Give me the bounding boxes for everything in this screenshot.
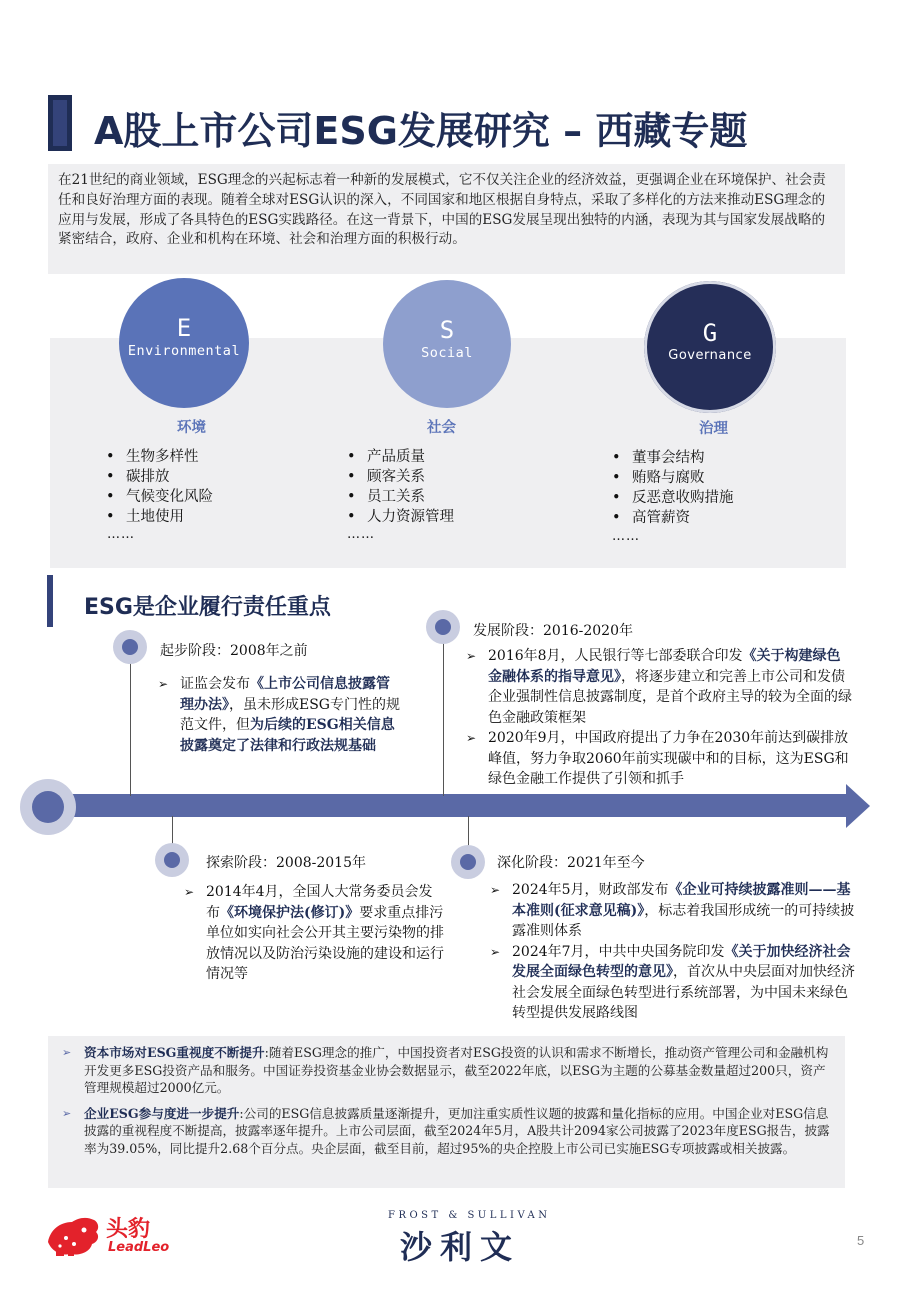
environmental-circle — [119, 278, 249, 408]
governance-circle — [644, 281, 776, 413]
list-item: • 碳排放 — [102, 467, 213, 487]
list-item: • 产品质量 — [343, 447, 454, 467]
list-item: • 顾客关系 — [343, 467, 454, 487]
stage2-label: 发展阶段：2016-2020年 — [473, 623, 633, 639]
environmental-list — [102, 447, 213, 527]
stage3-connector — [172, 816, 173, 846]
list-item: • 反恶意收购措施 — [608, 488, 734, 508]
stage4-text: ➢ 2024年5月，财政部发布《企业可持续披露准则——基本准则(征求意见稿)》，标志着我国形成统一的可持续披露准则体系 ➢ 2024年7月，中共中央国务院印发《关于加快经济社会发展全面绿色转型的意见》，首次从中央层面对加快经济社会发展全面绿色转型进行系统部署，为中国未来绿色转型提供发展路线图 — [490, 882, 855, 1021]
arrow-bullet-icon: ➢ — [466, 649, 477, 663]
environmental-label: 环境 — [177, 419, 206, 436]
arrow-bullet-icon: ➢ — [490, 944, 501, 959]
arrow-bullet-icon: ➢ — [158, 677, 169, 691]
environmental-more: …… — [107, 527, 135, 542]
summary-paragraph: ➢ 资本市场对ESG重视度不断提升:随着ESG理念的推广，中国投资者对ESG投资的认识和需求不断增长，推动资产管理公司和金融机构开发更多ESG投资产品和服务。中国证券投资基金业协会数据显示，截至2022年底，以ESG为主题的公募基金数量超过200只，资产管理规模超过2000亿元。 — [62, 1045, 829, 1096]
social-name: Social — [421, 345, 473, 361]
list-item: • 土地使用 — [102, 507, 213, 527]
social-letter: S — [439, 316, 455, 344]
list-item: • 董事会结构 — [608, 448, 734, 468]
title-accent-bar — [48, 95, 72, 151]
arrow-bullet-icon: ➢ — [62, 1046, 72, 1059]
page-title: A股上市公司ESG发展研究 – 西藏专题 — [94, 109, 748, 153]
arrow-bullet-icon: ➢ — [184, 885, 195, 899]
stage1-text: ➢ 证监会发布《上市公司信息披露管理办法》，虽未形成ESG专门性的规范文件，但为后续的ESG相关信息披露奠定了法律和行政法规基础 — [158, 676, 400, 754]
list-item: • 高管薪资 — [608, 508, 734, 528]
frost-sullivan-cn: 沙利文 — [400, 1228, 521, 1266]
arrow-bullet-icon: ➢ — [62, 1106, 72, 1120]
intro-paragraph: 在21世纪的商业领域，ESG理念的兴起标志着一种新的发展模式，它不仅关注企业的经济效益，更强调企业在环境保护、社会责任和良好治理方面的表现。随着全球对ESG认识的深入，不同国家和地区根据自身特点，采取了多样化的方法来推动ESG理念的应用与发展，形成了各具特色的ESG实践路径。在这一背景下，中国的ESG发展呈现出独特的内涵，表现为其与国家发展战略的紧密结合，政府、企业和机构在环境、社会和治理方面的积极行动。 — [48, 164, 845, 274]
list-item: • 气候变化风险 — [102, 487, 213, 507]
social-more: …… — [347, 527, 375, 542]
social-list — [343, 447, 454, 527]
environmental-letter: E — [176, 314, 192, 342]
timeline-start-dot — [20, 779, 76, 835]
stage3-label: 探索阶段：2008-2015年 — [206, 855, 366, 871]
timeline-arrow-head — [846, 784, 870, 828]
section-title: ESG是企业履行责任重点 — [84, 595, 331, 620]
stage2-text: ➢ 2016年8月，人民银行等七部委联合印发《关于构建绿色金融体系的指导意见》，将逐步建立和完善上市公司和发债企业强制性信息披露制度，是首个政府主导的较为全面的绿色金融政策框架 ➢ 2020年9月，中国政府提出了力争在2030年前达到碳排放峰值，努力争取2060年前实现碳中和的目标，这为ESG和绿色金融工作提供了引领和抓手 — [466, 648, 852, 787]
section-accent-bar — [47, 575, 53, 627]
list-item: • 生物多样性 — [102, 447, 213, 467]
timeline-arrow-bar — [44, 794, 850, 817]
stage4-label: 深化阶段：2021年至今 — [497, 855, 645, 871]
arrow-bullet-icon: ➢ — [490, 883, 501, 897]
governance-label: 治理 — [699, 420, 728, 437]
social-circle — [383, 280, 511, 408]
logo-en-text: LeadLeo — [108, 1240, 170, 1255]
stage3-text: ➢ 2014年4月，全国人大常务委员会发布《环境保护法(修订)》要求重点排污单位如实向社会公开其主要污染物的排放情况以及防治污染设施的建设和运行情况等 — [184, 884, 444, 982]
governance-name: Governance — [668, 348, 752, 363]
governance-list — [608, 448, 734, 528]
logo-cn-text: 头豹 — [106, 1217, 151, 1242]
list-item: • 贿赂与腐败 — [608, 468, 734, 488]
stage1-label: 起步阶段：2008年之前 — [160, 643, 308, 659]
environmental-name: Environmental — [127, 343, 241, 359]
summary-paragraph: ➢ 企业ESG参与度进一步提升:公司的ESG信息披露质量逐渐提升，更加注重实质性议题的披露和量化指标的应用。中国企业对ESG信息披露的重视程度不断提高，披露率逐年提升。上市公司层面，截至2024年5月，A股共计2094家公司披露了2023年度ESG报告，披露率为39.05%，同比提升2.68个百分点。央企层面，截至目前，超过95%的央企控股上市公司已实施ESG专项披露或相关披露。 — [62, 1105, 830, 1156]
frost-sullivan-en: FROST & SULLIVAN — [388, 1210, 551, 1221]
arrow-bullet-icon: ➢ — [466, 731, 477, 745]
governance-letter: G — [702, 319, 718, 347]
list-item: • 员工关系 — [343, 487, 454, 507]
stage1-dot — [113, 630, 147, 664]
governance-more: …… — [612, 529, 640, 544]
page-number: 5 — [857, 1233, 865, 1248]
stage2-connector — [443, 642, 444, 796]
list-item: • 人力资源管理 — [343, 507, 454, 527]
stage4-connector — [468, 816, 469, 846]
stage2-dot — [426, 610, 460, 644]
stage3-dot — [155, 843, 189, 877]
leopard-logo-icon — [44, 1212, 102, 1258]
stage1-connector — [130, 662, 131, 796]
stage4-dot — [451, 845, 485, 879]
social-label: 社会 — [427, 419, 456, 436]
summary-box — [48, 1036, 845, 1188]
